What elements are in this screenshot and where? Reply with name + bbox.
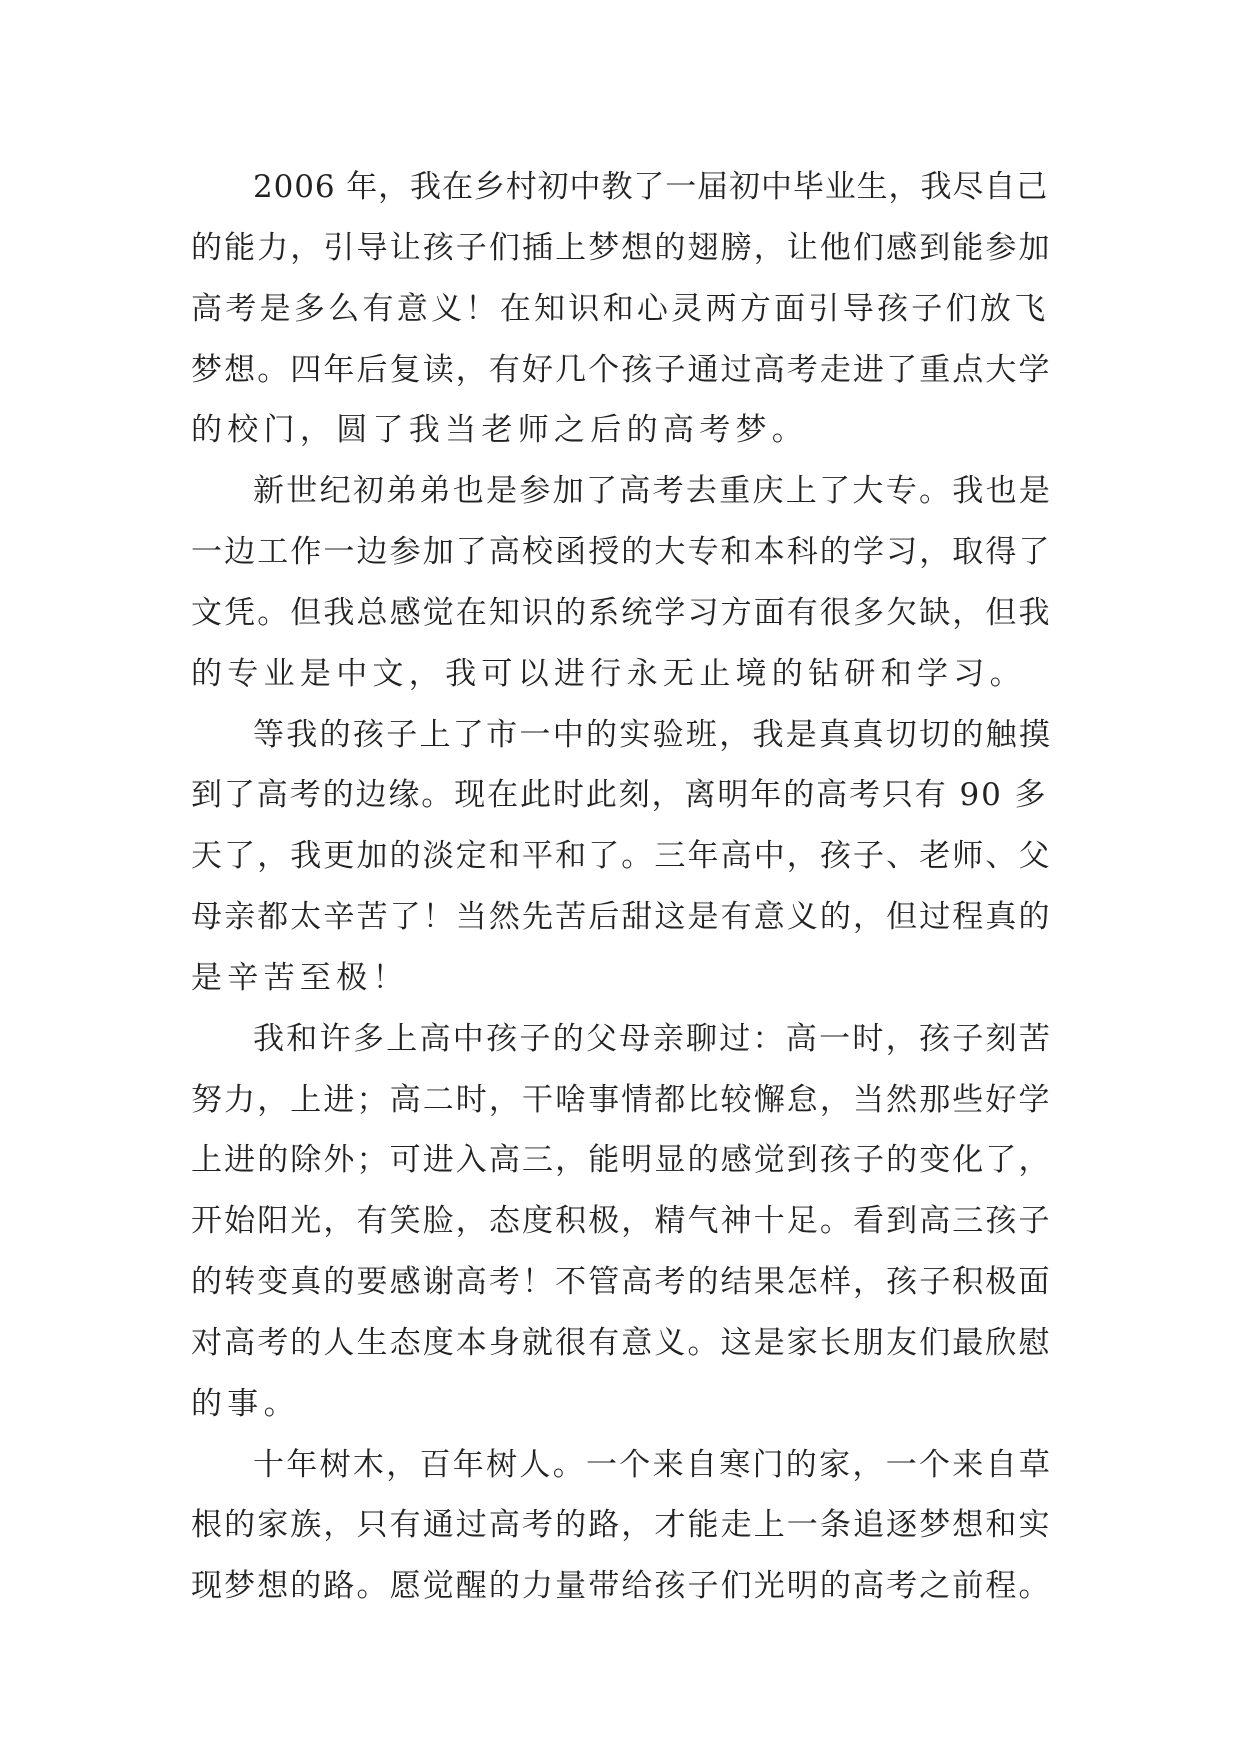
paragraph-4-line-5: 的转变真的要感谢高考！不管高考的结果怎样，孩子积极面 <box>191 1264 1052 1300</box>
paragraph-3-line-3: 天了，我更加的淡定和平和了。三年高中，孩子、老师、父 <box>191 838 1052 874</box>
paragraph-4-line-2: 努力，上进；高二时，干啥事情都比较懈怠，当然那些好学 <box>191 1082 1052 1118</box>
paragraph-5-line-3: 现梦想的路。愿觉醒的力量带给孩子们光明的高考之前程。 <box>191 1568 1052 1604</box>
paragraph-3-line-5: 是辛苦至极！ <box>191 960 409 996</box>
paragraph-3-line-2: 到了高考的边缘。现在此时此刻，离明年的高考只有 90 多 <box>191 777 1048 813</box>
paragraph-2-line-1: 新世纪初弟弟也是参加了高考去重庆上了大专。我也是 <box>253 473 1053 509</box>
paragraph-4-line-6: 对高考的人生态度本身就很有意义。这是家长朋友们最欣慰 <box>191 1325 1052 1361</box>
paragraph-1-line-2: 的能力，引导让孩子们插上梦想的翅膀，让他们感到能参加 <box>191 230 1052 266</box>
paragraph-2-line-2: 一边工作一边参加了高校函授的大专和本科的学习，取得了 <box>191 534 1052 570</box>
paragraph-4-line-3: 上进的除外；可进入高三，能明显的感觉到孩子的变化了， <box>191 1142 1052 1178</box>
paragraph-1-line-4: 梦想。四年后复读，有好几个孩子通过高考走进了重点大学 <box>191 352 1052 388</box>
paragraph-4-line-4: 开始阳光，有笑脸，态度积极，精气神十足。看到高三孩子 <box>191 1203 1052 1239</box>
paragraph-4-line-7: 的事。 <box>191 1386 300 1422</box>
paragraph-3-line-4: 母亲都太辛苦了！当然先苦后甜这是有意义的，但过程真的 <box>191 899 1052 935</box>
paragraph-5-line-1: 十年树木，百年树人。一个来自寒门的家，一个来自草 <box>253 1447 1053 1483</box>
paragraph-1-line-1: 2006 年，我在乡村初中教了一届初中毕业生，我尽自己 <box>253 169 1049 205</box>
paragraph-1-line-5: 的校门，圆了我当老师之后的高考梦。 <box>191 412 809 448</box>
paragraph-2-line-4: 的专业是中文，我可以进行永无止境的钻研和学习。 <box>191 656 1026 692</box>
paragraph-1-line-3: 高考是多么有意义！在知识和心灵两方面引导孩子们放飞 <box>191 291 1049 327</box>
paragraph-2-line-3: 文凭。但我总感觉在知识的系统学习方面有很多欠缺，但我 <box>191 595 1052 631</box>
paragraph-4-line-1: 我和许多上高中孩子的父母亲聊过：高一时，孩子刻苦 <box>253 1021 1053 1057</box>
paragraph-5-line-2: 根的家族，只有通过高考的路，才能走上一条追逐梦想和实 <box>191 1507 1052 1543</box>
paragraph-3-line-1: 等我的孩子上了市一中的实验班，我是真真切切的触摸 <box>253 717 1053 753</box>
